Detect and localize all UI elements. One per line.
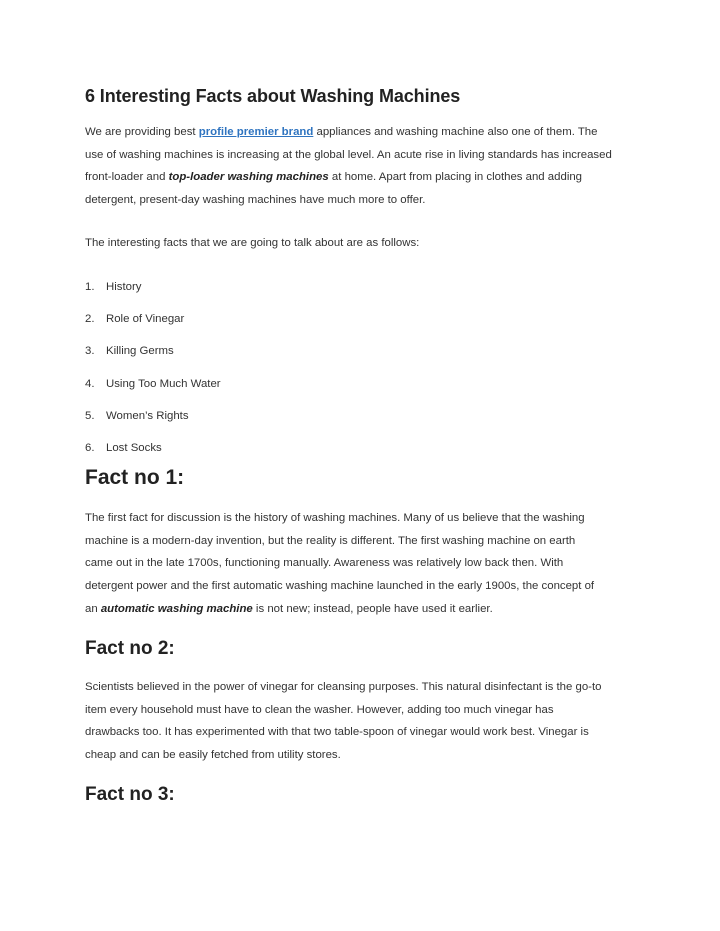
list-label: History bbox=[106, 281, 142, 293]
list-number: 3. bbox=[85, 345, 95, 358]
fact-text: is not new; instead, people have used it earlier. bbox=[252, 602, 493, 615]
fact-1-line: machine is a modern-day invention, but the reality is different. The first washing machine on earth bbox=[85, 534, 576, 547]
emphasis-text: automatic washing machine bbox=[100, 602, 253, 615]
list-label: Killing Germs bbox=[106, 345, 174, 358]
facts-list bbox=[85, 276, 385, 469]
fact-3-heading: Fact no 3: bbox=[85, 784, 175, 805]
fact-2-line: cheap and can be easily fetched from utility stores. bbox=[85, 749, 341, 762]
list-item bbox=[85, 405, 385, 437]
list-label: Lost Socks bbox=[106, 441, 162, 454]
list-number: 2. bbox=[85, 313, 95, 326]
intro-line-3 bbox=[85, 166, 645, 189]
intro-text: at home. Apart from placing in clothes and adding bbox=[328, 171, 583, 184]
page-title: 6 Interesting Facts about Washing Machines bbox=[85, 86, 461, 106]
fact-1-line: came out in the late 1700s, functioning manually. Awareness was relatively low back then. With bbox=[85, 557, 564, 570]
list-label: Using Too Much Water bbox=[106, 377, 221, 390]
list-item bbox=[85, 308, 385, 340]
intro-paragraph bbox=[85, 121, 645, 212]
intro-text: We are providing best bbox=[85, 126, 199, 138]
list-label: Role of Vinegar bbox=[106, 313, 185, 326]
intro-text: appliances and washing machine also one of them. The bbox=[313, 126, 598, 138]
intro-line-4: detergent, present-day washing machines have much more to offer. bbox=[85, 194, 426, 207]
fact-2-heading: Fact no 2: bbox=[85, 638, 175, 659]
intro-text: front-loader and bbox=[85, 171, 169, 184]
fact-1-line bbox=[85, 598, 645, 621]
list-item bbox=[85, 437, 385, 469]
profile-premier-brand-link[interactable]: profile premier brand bbox=[198, 126, 314, 138]
list-number: 5. bbox=[85, 409, 95, 422]
fact-2-line: item every household must have to clean the washer. However, adding too much vinegar has bbox=[85, 703, 554, 716]
list-number: 1. bbox=[85, 281, 95, 293]
intro-line-2: use of washing machines is increasing at the global level. An acute rise in living standards has increased bbox=[85, 148, 612, 161]
fact-2-paragraph bbox=[85, 676, 645, 767]
list-number: 4. bbox=[85, 377, 95, 390]
fact-1-line: The first fact for discussion is the history of washing machines. Many of us believe that the washing bbox=[85, 512, 585, 524]
list-number: 6. bbox=[85, 441, 95, 454]
lead-text: The interesting facts that we are going to talk about are as follows: bbox=[85, 237, 420, 249]
intro-line-1 bbox=[85, 121, 645, 144]
list-label: Women’s Rights bbox=[106, 409, 189, 422]
fact-1-paragraph bbox=[85, 507, 645, 620]
list-item bbox=[85, 373, 385, 405]
fact-text: an bbox=[85, 602, 101, 615]
fact-1-line: detergent power and the first automatic washing machine launched in the early 1900s, the concept of bbox=[85, 580, 595, 593]
list-item bbox=[85, 276, 385, 308]
fact-1-heading: Fact no 1: bbox=[85, 466, 185, 489]
emphasis-text: top-loader washing machines bbox=[168, 171, 329, 184]
fact-2-line: drawbacks too. It has experimented with that two table-spoon of vinegar would work best. Vinegar is bbox=[85, 726, 589, 739]
lead-paragraph bbox=[85, 232, 645, 255]
list-item bbox=[85, 340, 385, 372]
fact-2-line: Scientists believed in the power of vinegar for cleansing purposes. This natural disinfectant is the go-to bbox=[85, 681, 602, 693]
